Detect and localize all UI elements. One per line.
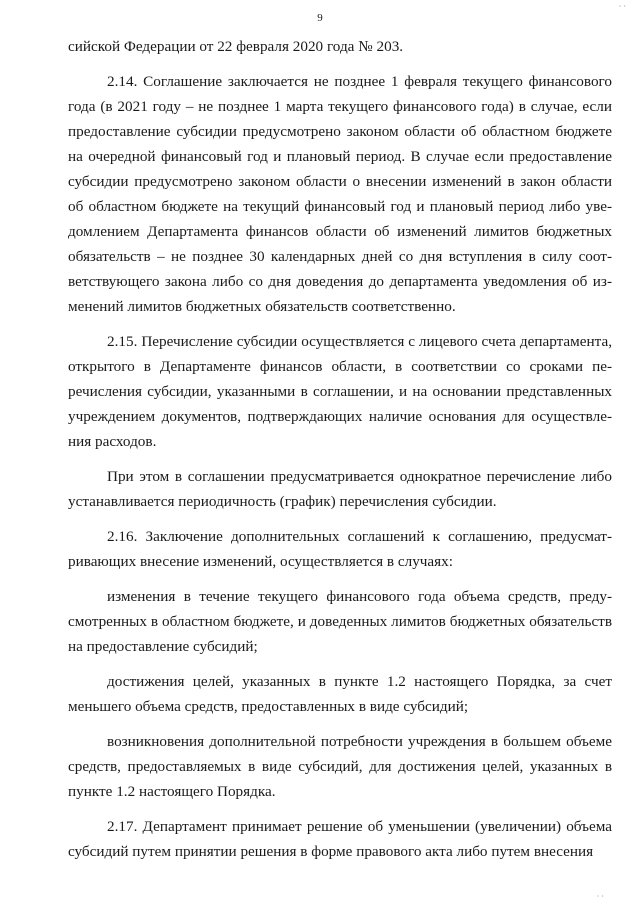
paragraph-2-16-case-3: возникновения дополнительной потребности учреждения в большем объеме средств, предоставляемых в виде субсидий, для достижения целей, указанных в пункте 1.2 настоящего Порядка. [68,733,612,800]
paragraph-continuation: сийской Федерации от 22 февраля 2020 года № 203. [68,38,404,55]
paragraph-2-16: 2.16. Заключение дополнительных соглашений к соглашению, предусматривающих внесение изменений, осуществляется в случаях: [68,528,612,570]
paragraph-2-16-case-1: изменения в течение текущего финансового года объема средств, предусмотренных в областном бюджете, и доведенных лимитов бюджетных обязательств на предоставление субсидий; [68,588,612,655]
scan-artifact: · · [618,2,626,11]
paragraph-2-17: 2.17. Департамент принимает решение об уменьшении (увеличении) объема субсидий путем принятии решения в форме правового акта либо путем внесения [68,818,612,860]
paragraph-2-16-case-2: достижения целей, указанных в пункте 1.2 настоящего Порядка, за счет меньшего объема средств, предоставленных в виде субсидий; [68,673,612,715]
document-body [68,34,612,874]
scan-artifact-bottom: · · [596,892,604,901]
paragraph-2-15-note: При этом в соглашении предусматривается однократное перечисление либо устанавливается периодичность (график) перечисления субсидии. [68,468,612,510]
paragraph-2-14: 2.14. Соглашение заключается не позднее 1 февраля текущего финансового года (в 2021 году – не позднее 1 марта текущего финансового года) в случае, если предоставление субсидии предусмотрено законом области об областном бюджете на очередной финансовый год и плановый период. В случае если предоставление субсидии предусмотрено законом области о внесении изменений в закон области об областном бюджете на текущий финансовый год и плановый период либо уведомлением Департамента финансов области об изменений лимитов бюджетных обязательств – не позднее 30 календарных дней со дня вступления в силу соответствующего закона либо со дня доведения до департамента уведомления об изменений лимитов бюджетных обязательств соответственно. [68,73,612,315]
page-number: 9 [317,12,323,24]
paragraph-2-15: 2.15. Перечисление субсидии осуществляется с лицевого счета департамента, открытого в Департаменте финансов области, в соответствии со сроками перечисления субсидии, указанными в соглашении, и на основании представленных учреждением документов, подтверждающих наличие основания для осуществления расходов. [68,333,612,450]
